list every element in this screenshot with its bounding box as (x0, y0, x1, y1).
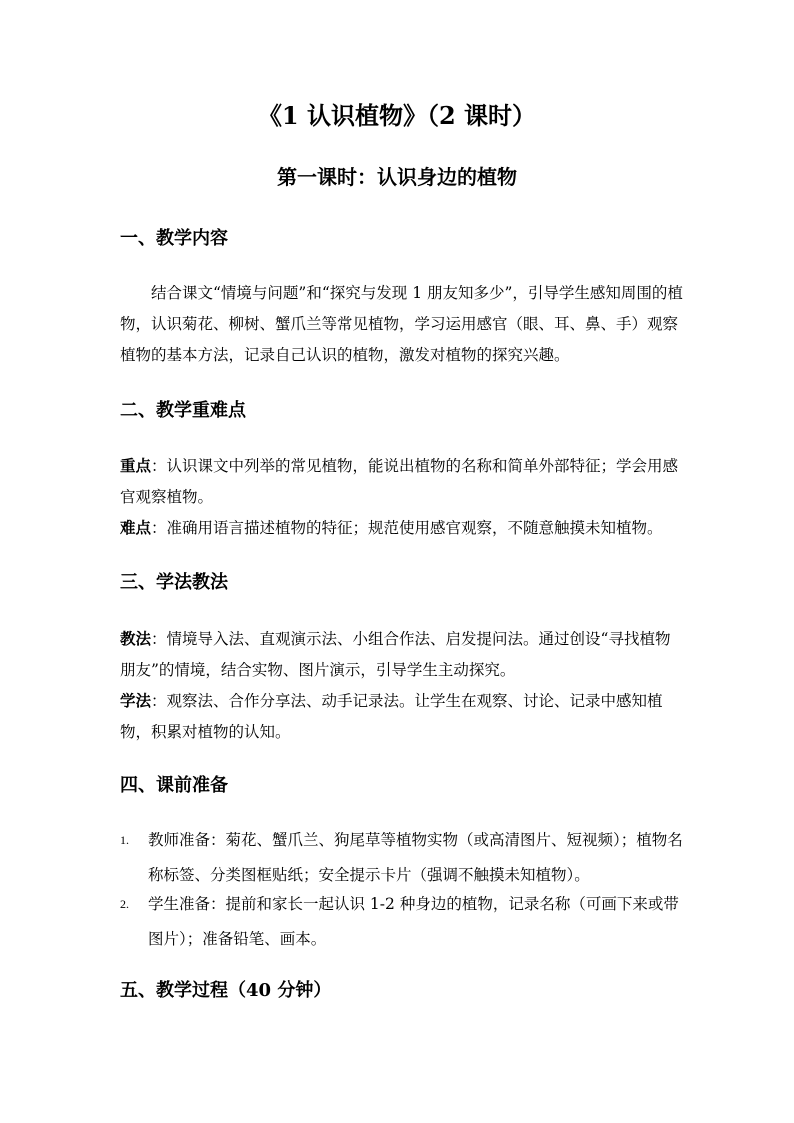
section-heading-methods: 三、学法教法 (120, 572, 228, 593)
section-content-paragraph: 结合课文“情境与问题”和“探究与发现 1 朋友知多少”，引导学生感知周围的植物，认识菊花、柳树、蟹爪兰等常见植物，学习运用感官（眼、耳、鼻、手）观察植物的基本方法，记录自己认识的植物，激发对植物的探究兴趣。 (120, 284, 683, 364)
section-heading-preparation: 四、课前准备 (120, 775, 228, 796)
difficulty-label: 难点 (120, 518, 152, 537)
learning-method-paragraph (120, 685, 685, 748)
list-item (120, 823, 685, 893)
key-point-label: 重点 (120, 456, 152, 475)
teaching-method-text: ：情境导入法、直观演示法、小组合作法、启发提问法。通过创设“寻找植物朋友”的情境，结合实物、图片演示，引导学生主动探究。 (120, 630, 671, 679)
key-point-paragraph (120, 450, 685, 513)
lesson-subtitle: 第一课时：认识身边的植物 (277, 165, 517, 189)
list-item-text: 教师准备：菊花、蟹爪兰、狗尾草等植物实物（或高清图片、短视频）；植物名称标签、分类图框贴纸；安全提示卡片（强调不触摸未知植物）。 (148, 831, 683, 884)
section-heading-process: 五、教学过程（40 分钟） (120, 980, 332, 1001)
section-heading-key-points: 二、教学重难点 (120, 400, 246, 421)
learning-method-text: ：观察法、合作分享法、动手记录法。让学生在观察、讨论、记录中感知植物，积累对植物的认知。 (120, 692, 663, 741)
list-item-text: 学生准备：提前和家长一起认识 1-2 种身边的植物，记录名称（可画下来或带图片）；准备铅笔、画本。 (148, 895, 679, 948)
key-point-text: ：认识课文中列举的常见植物，能说出植物的名称和简单外部特征；学会用感官观察植物。 (120, 457, 679, 506)
section-heading-content: 一、教学内容 (120, 228, 228, 249)
document-title: 《1 认识植物》（2 课时） (257, 101, 537, 130)
difficulty-text: ：准确用语言描述植物的特征；规范使用感官观察，不随意触摸未知植物。 (151, 519, 663, 537)
teaching-method-paragraph (120, 623, 685, 686)
list-number: 1. (120, 833, 129, 847)
teaching-method-label: 教法 (120, 629, 152, 648)
learning-method-label: 学法 (120, 691, 152, 710)
difficulty-paragraph (120, 512, 685, 544)
list-item (120, 887, 685, 957)
list-number: 2. (120, 897, 129, 911)
